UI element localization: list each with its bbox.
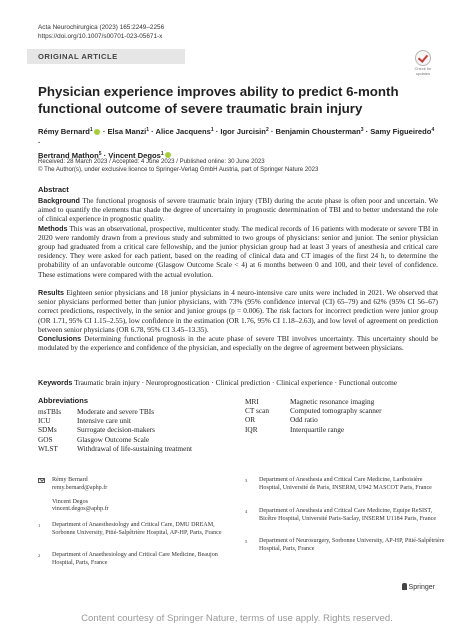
author-entry[interactable] bbox=[156, 127, 221, 136]
affiliation-number: 1 bbox=[38, 523, 41, 528]
background-text: The functional prognosis of severe traumatic brain injury (TBI) during the acute phase is often poor and uncertain. We aimed to quantify the elements that shade the degree of uncertainty in prognostic determination of TBI and to better understand the role of clinical experience in prognostic quality. bbox=[38, 196, 438, 224]
affiliation-number: 4 bbox=[245, 509, 248, 514]
affiliation-number: 3 bbox=[245, 478, 248, 483]
abbreviation-term: MRI bbox=[245, 397, 259, 406]
conclusions-text: Determining functional prognosis in the acute phase of severe TBI involves uncertainty. This uncertainty should be modulated by the experience and confidence of the physician, and especially on the degree of agreement between physicians. bbox=[38, 334, 438, 353]
abbreviations-heading: Abbreviations bbox=[38, 396, 89, 405]
author-name[interactable]: Vincent Degos bbox=[108, 150, 161, 160]
abbreviation-row bbox=[38, 435, 238, 444]
keywords-label: Keywords bbox=[38, 378, 73, 387]
abbreviation-definition: Magnetic resonance imaging bbox=[290, 397, 375, 406]
received-accepted-dates: Received: 28 March 2023 / Accepted: 4 June 2023 / Published online: 30 June 2023 bbox=[38, 158, 265, 165]
author-affiliation-sup: 2 bbox=[265, 127, 269, 133]
affiliation-item bbox=[245, 538, 445, 554]
author-affiliation-sup: 1 bbox=[89, 127, 93, 133]
doi-link[interactable]: https://doi.org/10.1007/s00701-023-05671-x bbox=[38, 32, 163, 40]
author-entry[interactable] bbox=[107, 127, 155, 136]
abbreviation-term: msTBIs bbox=[38, 407, 62, 416]
check-for-updates-badge[interactable] bbox=[412, 50, 434, 76]
author-separator: · bbox=[268, 127, 276, 136]
background-label: Background bbox=[38, 196, 80, 205]
check-updates-icon bbox=[415, 50, 431, 66]
author-affiliation-sup: 4 bbox=[431, 127, 435, 133]
abbreviation-row bbox=[38, 407, 238, 416]
abbreviation-row bbox=[38, 444, 238, 453]
author-separator: · bbox=[38, 138, 41, 148]
abbreviation-definition: Moderate and severe TBIs bbox=[77, 407, 155, 416]
author-name[interactable]: Igor Jurcisin bbox=[220, 127, 266, 136]
author-separator: · bbox=[149, 127, 156, 136]
results-text: Eighteen senior physicians and 18 junior physicians in 4 neuro-intensive care units were included in 2021. We observed that senior physicians performed better than junior physicians, with 73% (95% confidence interval (CI) 65–79) and 62% (95% CI 56–67) correct predictions, respectively, in the senior and junior groups (p = 0.006). The risk factors for incorrect prediction were junior group (OR 1.71, 95% CI 1.15–2.55), low confidence in the estimation (OR 1.76, 95% CI 1.18–2.63), and low level of agreement on prediction between senior physicians (OR 6.78, 95% CI 3.45–13.35). bbox=[38, 287, 438, 334]
affiliation-item bbox=[38, 552, 223, 568]
abbreviation-term: CT scan bbox=[245, 406, 269, 416]
author-entry[interactable] bbox=[38, 127, 107, 136]
author-name[interactable]: Alice Jacquens bbox=[155, 127, 211, 136]
copyright-line: © The Author(s), under exclusive licence to Springer-Verlag GmbH Austria, part of Springer Nature 2023 bbox=[38, 165, 319, 173]
affiliation-item bbox=[245, 477, 445, 493]
affiliation-text: Department of Neurosurgery, Sorbonne University, AP-HP, Pitié-Salpêtrière Hospital, Paris, France bbox=[259, 538, 445, 552]
abbreviation-row bbox=[245, 406, 445, 415]
author-entry[interactable] bbox=[275, 127, 370, 136]
author-name[interactable]: Benjamin Chousterman bbox=[275, 127, 361, 136]
keywords-text: Traumatic brain injury · Neuroprognostication · Clinical prediction · Clinical experience · Functional outcome bbox=[74, 378, 397, 387]
abbreviation-row bbox=[245, 425, 445, 434]
springer-horse-icon bbox=[402, 583, 407, 590]
affiliation-text: Department of Anesthesia and Critical Care Medicine, Lariboisière Hospital, Université de Paris, INSERM, U942 MASCOT Paris, France bbox=[259, 477, 432, 491]
abstract-conclusions bbox=[38, 334, 438, 352]
corresponding-author-2: Vincent Degos bbox=[52, 498, 89, 505]
affiliation-item bbox=[245, 508, 445, 524]
journal-volume-line: Acta Neurochirurgica (2023) 165:2249–2256 bbox=[38, 24, 165, 31]
abbreviation-definition: Intensive care unit bbox=[77, 416, 131, 426]
publisher-name: Springer bbox=[408, 584, 435, 591]
email-link-1[interactable]: remy.bernard@aphp.fr bbox=[52, 484, 108, 491]
abbreviation-term: WLST bbox=[38, 443, 58, 453]
abbreviation-definition: Interquartile range bbox=[290, 424, 345, 434]
affiliation-text: Department of Anesthesia and Critical Care Medicine, Equipe ReSIST, Bicêtre Hospital, Université Paris-Saclay, INSERM U1184 Paris, France bbox=[259, 508, 437, 522]
affiliation-number: 2 bbox=[38, 553, 41, 558]
journal-citation bbox=[38, 24, 164, 41]
affiliation-number: 5 bbox=[245, 539, 248, 544]
author-affiliation-sup: 5 bbox=[98, 150, 102, 157]
paper-title: Physician experience improves ability to predict 6-month functional outcome of severe traumatic brain injury bbox=[38, 84, 399, 116]
abbreviation-row bbox=[245, 415, 445, 424]
orcid-icon[interactable] bbox=[94, 129, 100, 135]
abbreviation-term: ICU bbox=[38, 416, 51, 426]
publication-dates bbox=[38, 158, 318, 174]
corresponding-author-1: Rémy Bernard bbox=[52, 477, 88, 483]
author-name[interactable]: Samy Figueiredo bbox=[370, 127, 432, 136]
abbreviation-term: SDMs bbox=[38, 425, 57, 435]
author-affiliation-sup: 1 bbox=[146, 127, 150, 133]
affiliation-item bbox=[38, 522, 223, 538]
author-name[interactable]: Elsa Manzi bbox=[107, 127, 147, 136]
author-entry[interactable] bbox=[220, 127, 275, 136]
author-separator: · bbox=[363, 127, 371, 136]
affiliation-text: Department of Anaesthesiology and Critical Care, DMU DREAM, Sorbonne University, Pitié-Salpêtrière Hospital, AP-HP, Paris, France bbox=[52, 522, 222, 536]
publisher-logo bbox=[402, 583, 435, 591]
abstract-heading: Abstract bbox=[38, 185, 69, 194]
methods-label: Methods bbox=[38, 223, 68, 233]
abbreviation-row bbox=[245, 397, 445, 406]
methods-text: This was an observational, prospective, multicenter study. The medical records of 16 patients with moderate or severe TBI in 2020 were randomly drawn from a previous study and submitted to two groups of physicians: senior and junior. The senior physician group had graduated from a critical care fellowship, and the junior physician group had at least 3 years of anesthesia and critical care residency. They were asked for each patient, based on the reading of clinical data and CT images of the first 24 h, to determine the probability of an unfavorable outcome (Glasgow Outcome Scale < 4) at 6 months between 0 and 100, and their level of confidence. These estimations were compared with the actual evolution. bbox=[38, 223, 438, 279]
abbreviations-right-column bbox=[245, 397, 445, 434]
email-envelope-icon bbox=[38, 478, 45, 483]
author-affiliation-sup: 3 bbox=[360, 127, 364, 133]
author-separator: · bbox=[101, 150, 109, 160]
affiliation-text: Department of Anaethesiology and Critical Care Medicine, Beaujon Hospital, Paris, France bbox=[52, 552, 218, 566]
abbreviation-row bbox=[38, 416, 238, 425]
author-separator: · bbox=[100, 127, 108, 136]
abstract-background bbox=[38, 196, 438, 224]
author-affiliation-sup: 1 bbox=[210, 127, 214, 133]
author-name[interactable]: Bertrand Mathon bbox=[38, 150, 99, 160]
author-separator: · bbox=[213, 127, 221, 136]
article-type-banner bbox=[27, 49, 185, 64]
author-affiliation-sup: 1 bbox=[160, 150, 164, 157]
abbreviation-row bbox=[38, 425, 238, 434]
abstract-methods bbox=[38, 224, 438, 279]
correspondence-block bbox=[38, 477, 238, 514]
abbreviation-term: GOS bbox=[38, 434, 53, 444]
abbreviation-term: IQR bbox=[245, 424, 258, 434]
conclusions-label: Conclusions bbox=[38, 334, 82, 343]
abbreviation-definition: Glasgow Outcome Scale bbox=[77, 434, 150, 444]
author-list bbox=[38, 125, 438, 161]
abbreviation-definition: Odd ratio bbox=[290, 415, 318, 425]
results-label: Results bbox=[38, 287, 64, 297]
article-type-label: ORIGINAL ARTICLE bbox=[38, 52, 118, 61]
abbreviation-definition: Computed tomography scanner bbox=[290, 406, 382, 416]
watermark: Content courtesy of Springer Nature, terms of use apply. Rights reserved. bbox=[81, 613, 393, 624]
abbreviation-definition: Withdrawal of life-sustaining treatment bbox=[77, 443, 193, 453]
email-link-2[interactable]: vincent.degos@aphp.fr bbox=[52, 506, 109, 513]
author-name[interactable]: Rémy Bernard bbox=[38, 127, 90, 136]
check-updates-caption: Check for updates bbox=[414, 66, 432, 76]
abbreviation-term: OR bbox=[245, 415, 256, 425]
abbreviations-left-column bbox=[38, 407, 238, 453]
abbreviation-definition: Surrogate decision-makers bbox=[77, 425, 156, 435]
abstract-results bbox=[38, 288, 438, 334]
keywords bbox=[38, 378, 438, 387]
